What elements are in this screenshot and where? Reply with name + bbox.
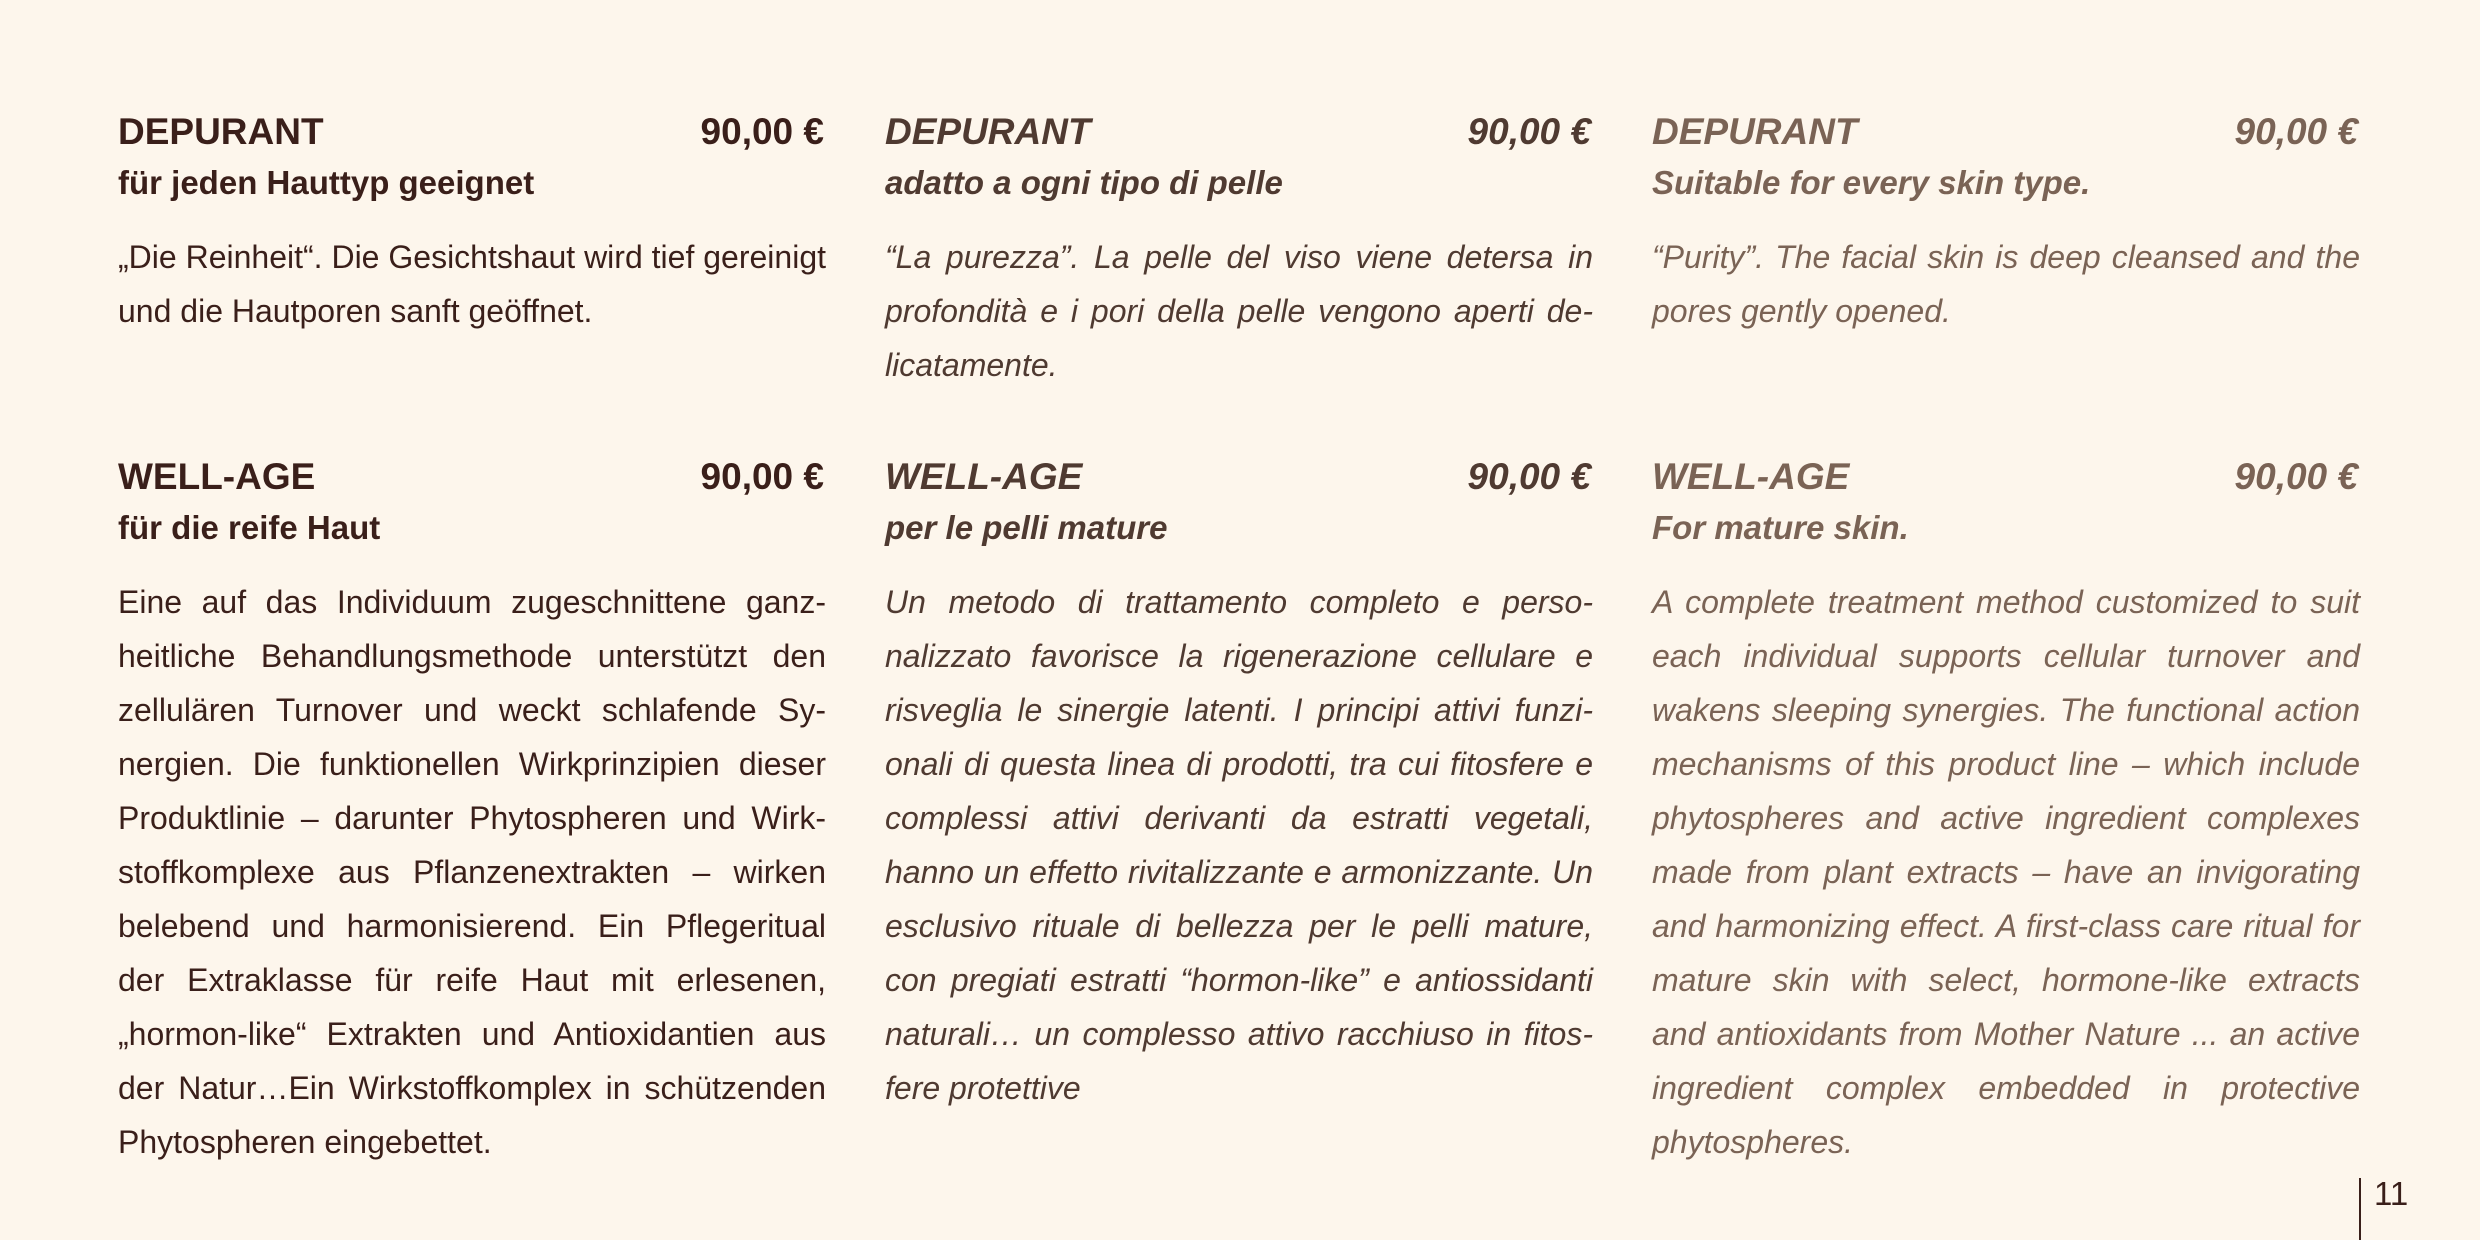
product-description	[1652, 575, 2360, 1169]
product-name: DEPURANT	[118, 111, 324, 152]
product-price: 90,00 €	[1467, 111, 1591, 152]
page-number: 11	[2374, 1175, 2409, 1212]
product-header	[118, 108, 826, 156]
product-subtitle: For mature skin.	[1652, 509, 1909, 546]
product-price: 90,00 €	[700, 111, 824, 152]
product-name: DEPURANT	[1652, 111, 1858, 152]
product-header	[118, 453, 826, 501]
product-description-text: „Die Reinheit“. Die Gesichtshaut wird tief gereinigt und die Hautporen sanft geöffnet.	[118, 239, 826, 329]
product-price: 90,00 €	[2234, 456, 2358, 497]
product-description-text: “Purity”. The facial skin is deep cleansed and the pores gently opened.	[1652, 239, 2360, 329]
product-depurant-en	[1652, 108, 2360, 338]
product-price: 90,00 €	[1467, 456, 1591, 497]
product-header	[885, 108, 1593, 156]
product-description-text: “La purezza”. La pelle del viso viene detersa in profondità e i pori della pelle vengono aperti delicatamente.	[885, 239, 1593, 383]
product-subtitle: adatto a ogni tipo di pelle	[885, 164, 1283, 201]
product-header	[1652, 453, 2360, 501]
product-header	[1652, 108, 2360, 156]
product-name: WELL-AGE	[118, 456, 316, 497]
product-subtitle: für jeden Hauttyp geeignet	[118, 164, 535, 201]
product-subtitle: für die reife Haut	[118, 509, 381, 546]
product-description	[118, 575, 826, 1169]
product-depurant-de	[118, 108, 826, 338]
product-well-age-en	[1652, 453, 2360, 1169]
product-name: DEPURANT	[885, 111, 1091, 152]
product-description-text: Un metodo di trattamento completo e personalizzato favorisce la rigenerazione cellulare e risveglia le sinergie latenti. I principi attivi funzionali di questa linea di prodotti, tra cui fitosfere e complessi attivi derivanti da estratti vegetali, hanno un effetto rivitalizzante e armonizzante. Un esclusivo rituale di bellezza per le pelli mature, con pregiati estratti “hormon-like” e antiossidanti naturali… un complesso attivo racchiuso in fitosfere protettive	[885, 584, 1593, 1106]
product-header	[885, 453, 1593, 501]
product-description-text: Eine auf das Individuum zugeschnittene ganzheitliche Behandlungsmethode unterstützt den zellulären Turnover und weckt schlafende Synergien. Die funktionellen Wirkprinzipien dieser Produktlinie – darunter Phytospheren und Wirkstoffkomplexe aus Pflanzenextrakten – wirken belebend und harmonisierend. Ein Pflegeritual der Extraklasse für reife Haut mit erlesenen, „hormon-like“ Extrakten und Antioxidantien aus der Natur…Ein Wirkstoffkomplex in schützenden Phytospheren eingebettet.	[118, 584, 826, 1160]
product-name: WELL-AGE	[1652, 456, 1850, 497]
product-price: 90,00 €	[700, 456, 824, 497]
product-description	[885, 230, 1593, 392]
product-name: WELL-AGE	[885, 456, 1083, 497]
product-description	[885, 575, 1593, 1115]
product-well-age-de	[118, 453, 826, 1169]
product-subtitle: per le pelli mature	[885, 509, 1168, 546]
product-price: 90,00 €	[2234, 111, 2358, 152]
product-depurant-it	[885, 108, 1593, 392]
product-well-age-it	[885, 453, 1593, 1115]
page-number-divider	[2359, 1178, 2361, 1240]
product-description	[118, 230, 826, 338]
product-description	[1652, 230, 2360, 338]
product-description-text: A complete treatment method customized to suit each individual supports cellular turnover and wakens sleeping synergies. The functional action mechanisms of this product line – which include phytospheres and active ingredient complexes made from plant extracts – have an invigorating and harmonizing effect. A first-class care ritual for mature skin with select, hormone-like extracts and antioxidants from Mother Nature ... an active ingredient complex embedded in protective phytospheres.	[1652, 584, 2360, 1160]
product-subtitle: Suitable for every skin type.	[1652, 164, 2091, 201]
